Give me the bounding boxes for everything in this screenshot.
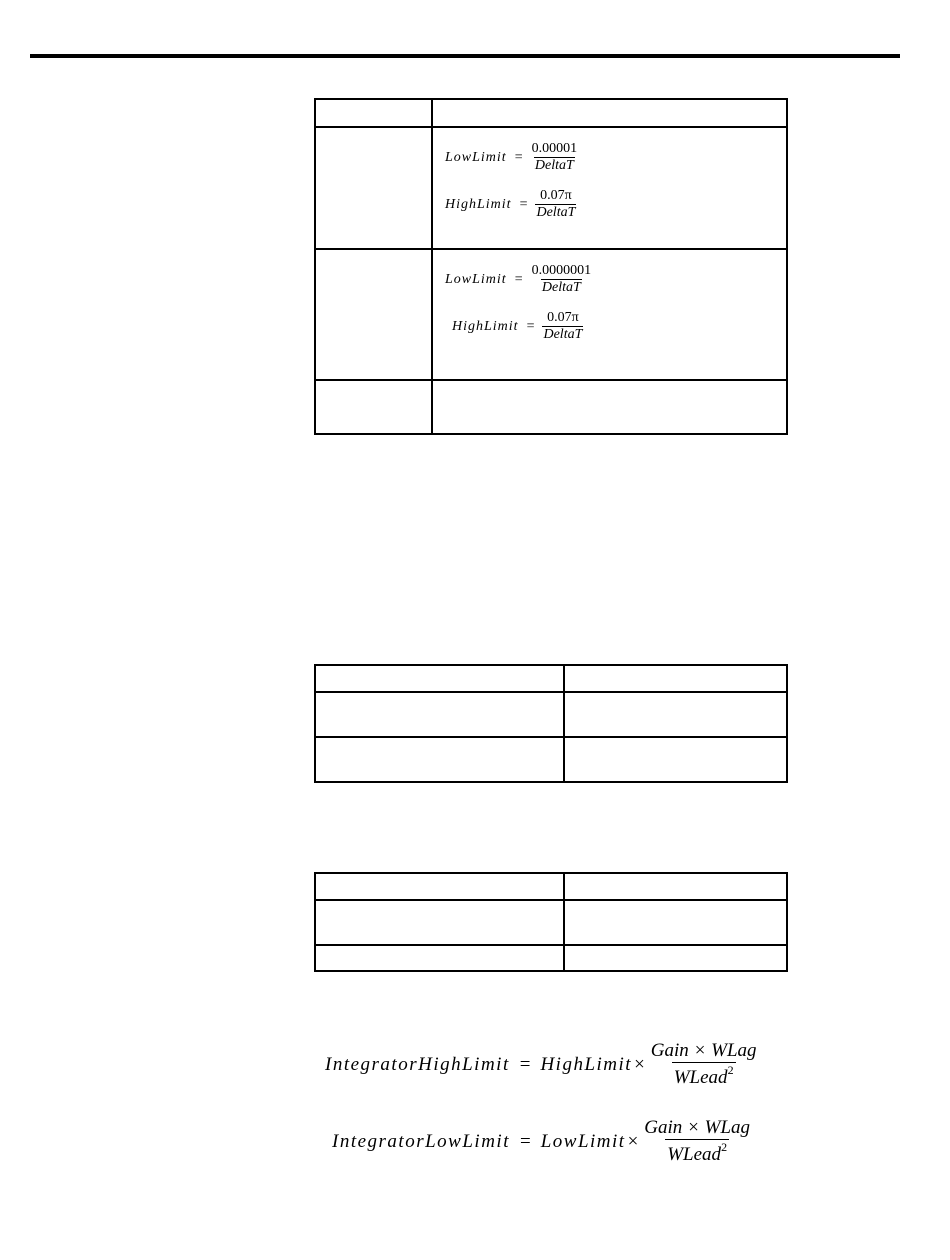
parameter-table-1 (314, 664, 788, 783)
table-cell (432, 249, 787, 380)
times-sign: × (627, 1130, 639, 1152)
denominator: DeltaT (543, 327, 583, 342)
table-cell (315, 99, 432, 127)
denominator: DeltaT (541, 280, 581, 295)
table-row (315, 873, 787, 900)
parameter-table-2 (314, 872, 788, 972)
table-cell (315, 900, 564, 945)
equals-sign: = (519, 1053, 531, 1075)
table-cell (315, 737, 564, 782)
table-row (315, 127, 787, 249)
low-limit-equation-2 (445, 263, 786, 296)
table-cell (432, 380, 787, 434)
table-cell (564, 692, 787, 737)
times-sign: × (634, 1053, 645, 1075)
table-row (315, 249, 787, 380)
table-row (315, 665, 787, 692)
integrator-high-limit-term: IntegratorHighLimit (325, 1053, 510, 1075)
table-cell (564, 737, 787, 782)
table-cell (315, 945, 564, 971)
table-cell (432, 127, 787, 249)
numerator: Gain × WLag (644, 1117, 751, 1138)
numerator: 0.07π (547, 310, 579, 325)
exponent: 2 (721, 1140, 728, 1154)
table-cell (432, 99, 787, 127)
high-limit-term: HighLimit (445, 196, 512, 212)
table-row (315, 692, 787, 737)
low-limit-term: LowLimit (445, 149, 507, 165)
fraction (535, 188, 576, 221)
low-limit-term: LowLimit (445, 271, 507, 287)
low-limit-term: LowLimit (540, 1130, 626, 1152)
equals-sign: = (526, 318, 535, 334)
integrator-low-limit-term: IntegratorLowLimit (332, 1130, 510, 1152)
equals-sign: = (519, 1130, 531, 1152)
table-cell (315, 873, 564, 900)
high-limit-term: HighLimit (540, 1053, 633, 1075)
table-cell (315, 249, 432, 380)
header-rule (30, 54, 900, 58)
denominator: DeltaT (534, 158, 574, 173)
denominator (672, 1062, 736, 1089)
high-limit-term: HighLimit (452, 318, 519, 334)
table-row (315, 900, 787, 945)
table-row (315, 945, 787, 971)
denominator (665, 1139, 729, 1166)
numerator: 0.07π (540, 188, 572, 203)
fraction (542, 310, 583, 343)
table-cell (315, 692, 564, 737)
fraction (642, 1117, 752, 1166)
equals-sign: = (514, 271, 523, 287)
fraction (649, 1040, 759, 1089)
equals-sign: = (519, 196, 528, 212)
table-cell (564, 665, 787, 692)
limits-table (314, 98, 788, 435)
wlead-term: WLead (673, 1067, 728, 1088)
denominator: DeltaT (536, 205, 576, 220)
table-cell (564, 945, 787, 971)
table-cell (315, 380, 432, 434)
numerator: 0.0000001 (531, 263, 592, 278)
integrator-high-limit-equation (325, 1040, 759, 1089)
table-row (315, 737, 787, 782)
exponent: 2 (727, 1063, 734, 1077)
wlead-term: WLead (667, 1144, 722, 1165)
numerator: Gain × WLag (650, 1040, 757, 1061)
table-cell (564, 900, 787, 945)
table-cell (564, 873, 787, 900)
high-limit-equation-1 (445, 188, 786, 221)
integrator-low-limit-equation (332, 1117, 752, 1166)
equals-sign: = (514, 149, 523, 165)
table-row (315, 380, 787, 434)
low-limit-equation-1 (445, 141, 786, 174)
fraction (531, 263, 593, 296)
fraction (531, 141, 579, 174)
table-cell (315, 127, 432, 249)
table-row (315, 99, 787, 127)
high-limit-equation-2 (452, 310, 786, 343)
numerator: 0.00001 (531, 141, 578, 156)
table-cell (315, 665, 564, 692)
